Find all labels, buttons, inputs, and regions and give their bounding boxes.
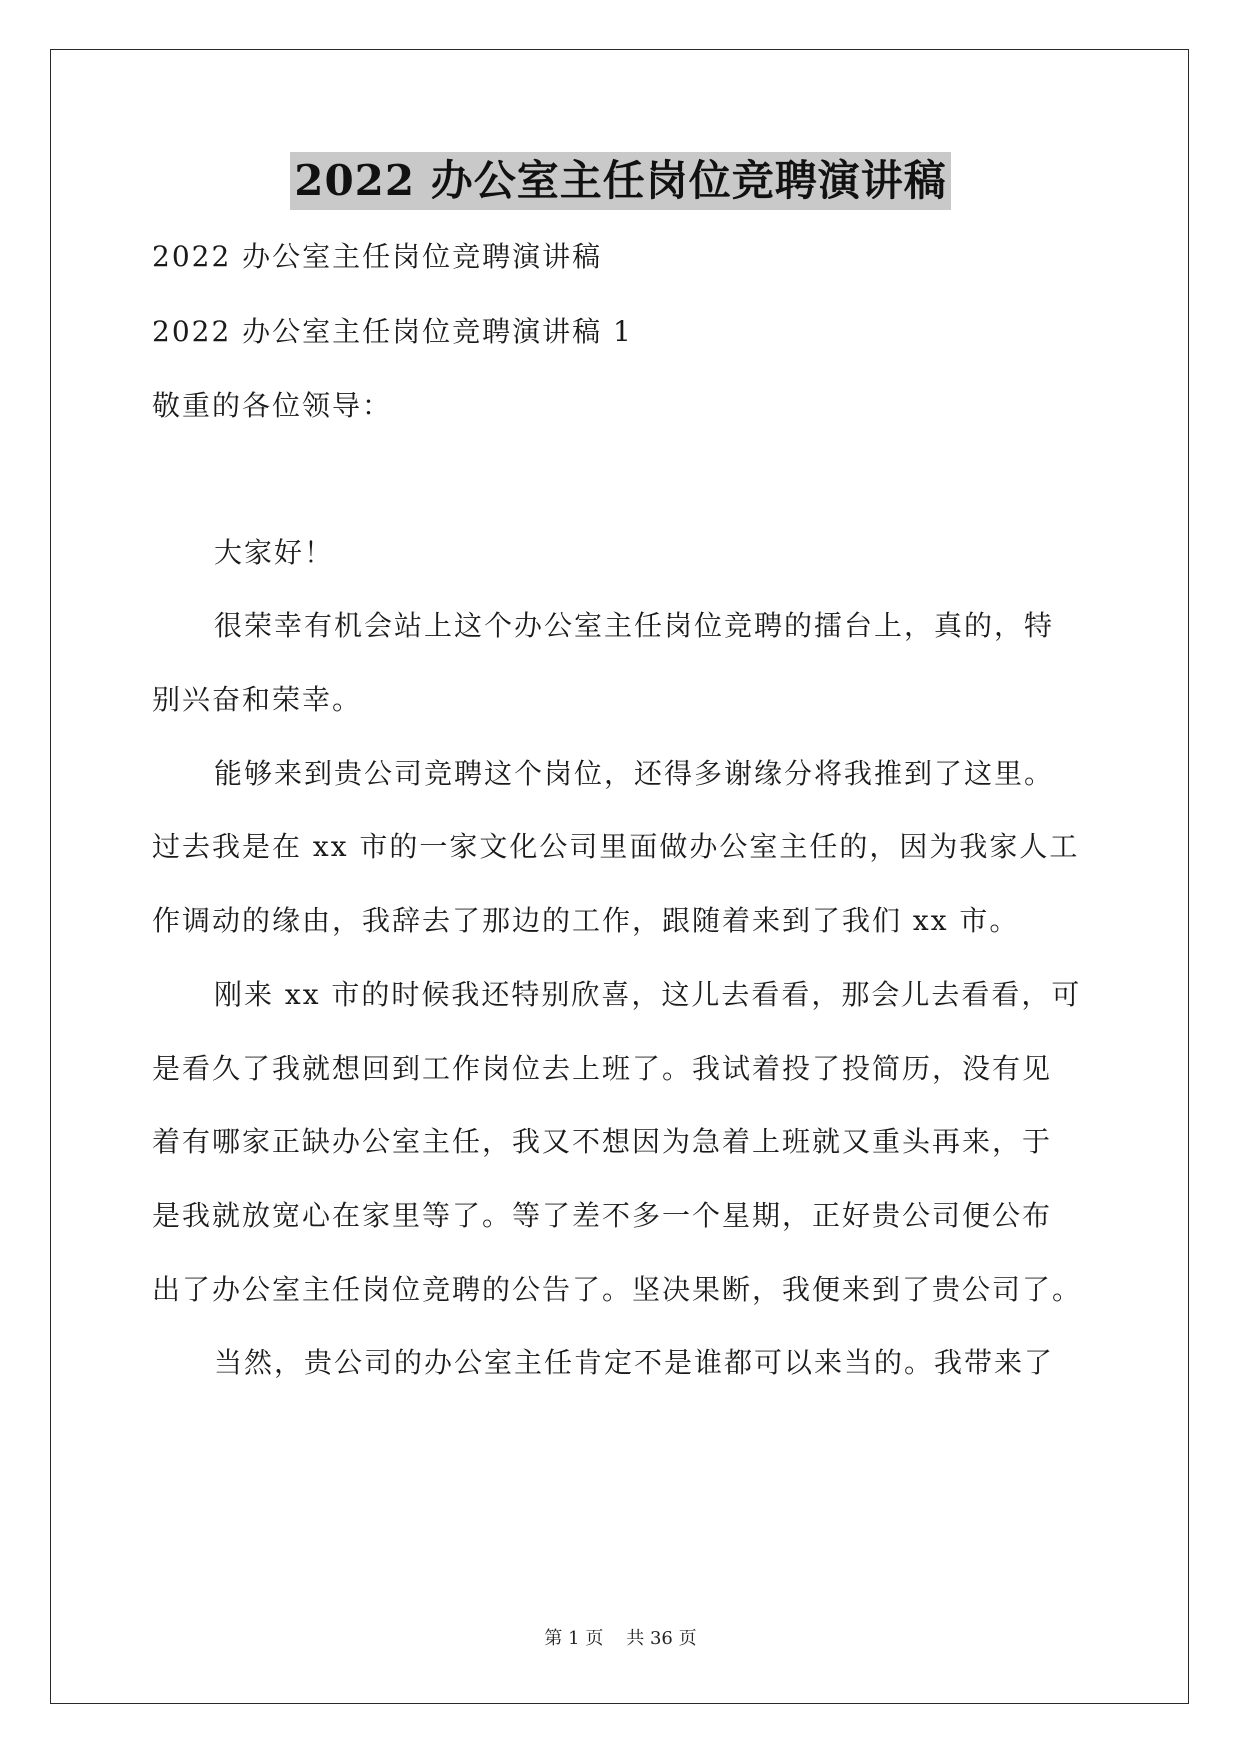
- body-line: 过去我是在 xx 市的一家文化公司里面做办公室主任的，因为我家人工: [152, 830, 1080, 863]
- body-line-greeting: 大家好！: [214, 536, 335, 569]
- body-line-heading: 2022 办公室主任岗位竞聘演讲稿 1: [152, 315, 633, 348]
- page-border: [50, 49, 1189, 1704]
- body-line: 刚来 xx 市的时候我还特别欣喜，这儿去看看，那会儿去看看，可: [214, 978, 1082, 1011]
- body-line-salutation: 敬重的各位领导：: [152, 389, 393, 422]
- document-title: 2022 办公室主任岗位竞聘演讲稿: [290, 152, 951, 210]
- body-line: 是看久了我就想回到工作岗位去上班了。我试着投了投简历，没有见: [152, 1052, 1053, 1085]
- body-line-subtitle: 2022 办公室主任岗位竞聘演讲稿: [152, 240, 603, 273]
- body-line: 别兴奋和荣幸。: [152, 683, 363, 716]
- body-line: 当然，贵公司的办公室主任肯定不是谁都可以来当的。我带来了: [214, 1346, 1055, 1379]
- body-line: 是我就放宽心在家里等了。等了差不多一个星期，正好贵公司便公布: [152, 1199, 1053, 1232]
- body-line: 能够来到贵公司竞聘这个岗位，还得多谢缘分将我推到了这里。: [214, 757, 1055, 790]
- body-line: 很荣幸有机会站上这个办公室主任岗位竞聘的擂台上，真的，特: [214, 609, 1055, 642]
- body-line: 着有哪家正缺办公室主任，我又不想因为急着上班就又重头再来，于: [152, 1125, 1053, 1158]
- page-total: 共 36 页: [626, 1628, 697, 1649]
- body-line: 作调动的缘由，我辞去了那边的工作，跟随着来到了我们 xx 市。: [152, 904, 1020, 937]
- page-footer: [0, 1627, 1241, 1651]
- body-line: 出了办公室主任岗位竞聘的公告了。坚决果断，我便来到了贵公司了。: [152, 1273, 1083, 1306]
- title-container: [0, 152, 1241, 210]
- page-number: 第 1 页: [544, 1628, 604, 1649]
